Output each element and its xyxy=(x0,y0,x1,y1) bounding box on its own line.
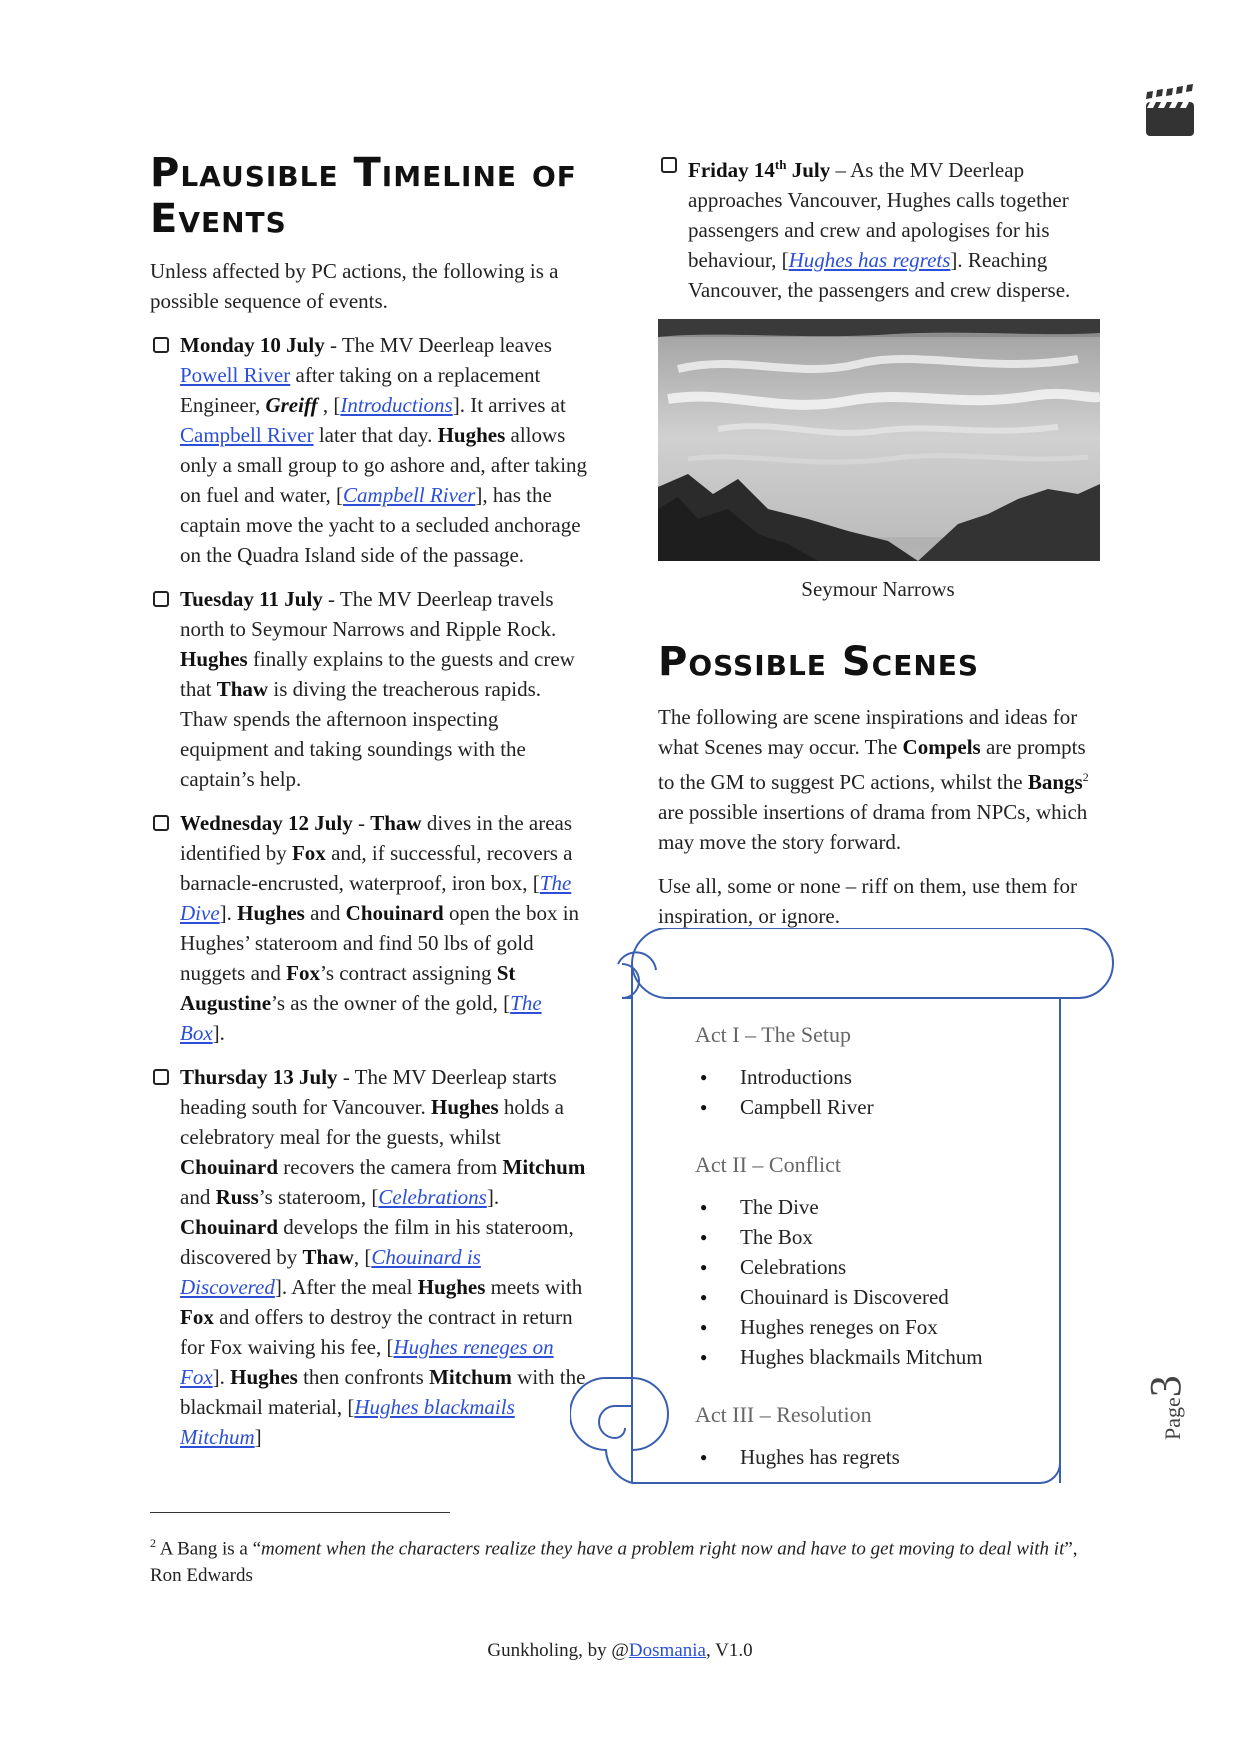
link-the-box[interactable]: The Box xyxy=(180,991,542,1045)
npc-name: Greiff xyxy=(265,393,318,417)
left-column xyxy=(150,150,590,1466)
npc-name: Thaw xyxy=(302,1245,354,1269)
right-column xyxy=(658,150,1098,945)
checkbox[interactable] xyxy=(153,1069,169,1085)
npc-name: Hughes xyxy=(230,1365,298,1389)
checkbox[interactable] xyxy=(153,815,169,831)
npc-name: Chouinard xyxy=(180,1215,279,1239)
npc-name: Chouinard xyxy=(345,901,444,925)
npc-name: Hughes xyxy=(417,1275,486,1299)
npc-name: Fox xyxy=(286,961,320,985)
timeline-entry-tuesday: Tuesday 11 July - The MV Deerleap travels north to Seymour Narrows and Ripple Rock. Hughes finally explains to the guests and crew that Thaw is diving the treacherous rapids. Thaw spends the afternoon inspecting equipment and taking soundings with the captain’s help. xyxy=(150,584,590,794)
npc-name: Mitchum xyxy=(429,1365,512,1389)
scenes-intro: The following are scene inspirations and ideas for what Scenes may occur. The Compels are prompts to the GM to suggest PC actions, whilst the Bangs$^2$ are possible insertions of drama from NPCs, which may move the story forward. xyxy=(658,705,1089,854)
act-2-list xyxy=(685,1192,983,1372)
act-1-title: Act I – The Setup xyxy=(695,1022,852,1047)
link-hughes-reneges-on-fox[interactable]: Hughes reneges on Fox xyxy=(180,1335,554,1389)
entry-date: Friday 14th July xyxy=(688,157,831,182)
act-3-title: Act III – Resolution xyxy=(695,1402,872,1427)
npc-name: Thaw xyxy=(216,677,269,701)
timeline-heading: Plausible Timeline of Events xyxy=(150,150,577,242)
npc-name: Hughes xyxy=(437,423,506,447)
link-hughes-blackmails-mitchum[interactable]: Hughes blackmails Mitchum xyxy=(180,1395,515,1449)
timeline-entry-friday: Friday 14th July – As the MV Deerleap approaches Vancouver, Hughes calls together passengers and crew and apologises for his behaviour, [Hughes has regrets]. Reaching Vancouver, the passengers and crew disperse. xyxy=(658,150,1098,305)
link-campbell-river[interactable]: Campbell River xyxy=(180,423,314,447)
link-campbell-river-scene[interactable]: Campbell River xyxy=(343,483,476,507)
list-item: ● Hughes blackmails Mitchum xyxy=(685,1342,983,1372)
link-hughes-has-regrets[interactable]: Hughes has regrets xyxy=(788,248,951,272)
photo-caption: Seymour Narrows xyxy=(801,577,955,601)
npc-name: Hughes xyxy=(430,1095,499,1119)
link-celebrations[interactable]: Celebrations xyxy=(378,1185,487,1209)
timeline-entry-thursday: Thursday 13 July - The MV Deerleap starts heading south for Vancouver. Hughes holds a celebratory meal for the guests, whilst Chouinard recovers the camera from Mitchum and Russ’s stateroom, [Celebrations]. Chouinard develops the film in his stateroom, discovered by Thaw, [Chouinard is Discovered]. After the meal Hughes meets with Fox and offers to destroy the contract in return for Fox waiving his fee, [Hughes reneges on Fox]. Hughes then confronts Mitchum with the blackmail material, [Hughes blackmails Mitchum] xyxy=(150,1062,590,1452)
clapperboard-icon xyxy=(1144,84,1196,138)
list-item: ● Introductions xyxy=(685,1062,874,1092)
act-3-list xyxy=(685,1442,900,1472)
link-the-dive[interactable]: The Dive xyxy=(180,871,572,925)
npc-name: Fox xyxy=(180,1305,214,1329)
entry-date: Monday 10 July xyxy=(180,333,325,357)
npc-name: Russ xyxy=(215,1185,259,1209)
footnote-ref[interactable]: 2 xyxy=(1082,770,1089,784)
list-item: ● Hughes reneges on Fox xyxy=(685,1312,983,1342)
npc-name: Mitchum xyxy=(502,1155,586,1179)
footnote: $^2$ A Bang is a “moment when the characters realize they have a problem right now and have to get moving to deal with it”, Ron Edwards xyxy=(150,1536,1078,1587)
list-item: ● The Dive xyxy=(685,1192,983,1222)
footnote-rule xyxy=(150,1512,450,1513)
timeline-entry-monday: Monday 10 July - The MV Deerleap leaves Powell River after taking on a replacement Engineer, Greiff , [Introductions]. It arrives at Campbell River later that day. Hughes allows only a small group to go ashore and, after taking on fuel and water, [Campbell River], has the captain move the yacht to a secluded anchorage on the Quadra Island side of the passage. xyxy=(150,330,590,570)
npc-name: St Augustine xyxy=(180,961,516,1015)
entry-date: Wednesday 12 July xyxy=(180,811,353,835)
timeline-intro: Unless affected by PC actions, the following is a possible sequence of events. xyxy=(150,259,559,313)
list-item: ● Campbell River xyxy=(685,1092,874,1122)
acts-scroll-panel xyxy=(570,928,1140,1508)
act-1-list xyxy=(685,1062,874,1122)
npc-name: Chouinard xyxy=(180,1155,279,1179)
npc-name: Hughes xyxy=(180,647,248,671)
list-item: ● Celebrations xyxy=(685,1252,983,1282)
npc-name: Thaw xyxy=(370,811,422,835)
page-footer: Gunkholing, by @Dosmania, V1.0 xyxy=(487,1640,753,1661)
entry-date: Tuesday 11 July xyxy=(180,587,323,611)
checkbox[interactable] xyxy=(153,337,169,353)
timeline-entry-wednesday: Wednesday 12 July - Thaw dives in the areas identified by Fox and, if successful, recovers a barnacle-encrusted, waterproof, iron box, [The Dive]. Hughes and Chouinard open the box in Hughes’ stateroom and find 50 lbs of gold nuggets and Fox’s contract assigning St Augustine’s as the owner of the gold, [The Box]. xyxy=(150,808,590,1048)
author-link[interactable]: Dosmania xyxy=(628,1640,706,1661)
link-powell-river[interactable]: Powell River xyxy=(180,363,291,387)
npc-name: Fox xyxy=(291,841,326,865)
checkbox[interactable] xyxy=(153,591,169,607)
list-item: ● The Box xyxy=(685,1222,983,1252)
link-introductions[interactable]: Introductions xyxy=(340,393,453,417)
list-item: ● Chouinard is Discovered xyxy=(685,1282,983,1312)
page-number: Page3 xyxy=(1141,1375,1190,1440)
act-2-title: Act II – Conflict xyxy=(695,1152,842,1177)
npc-name: Hughes xyxy=(237,901,305,925)
checkbox[interactable] xyxy=(661,157,677,173)
scenes-usage: Use all, some or none – riff on them, use them for inspiration, or ignore. xyxy=(658,874,1077,928)
entry-date: Thursday 13 July xyxy=(180,1065,338,1089)
scenes-heading: Possible Scenes xyxy=(658,639,980,685)
list-item: ● Hughes has regrets xyxy=(685,1442,900,1472)
seymour-narrows-photo xyxy=(658,319,1100,561)
link-chouinard-is-discovered[interactable]: Chouinard is Discovered xyxy=(180,1245,481,1299)
